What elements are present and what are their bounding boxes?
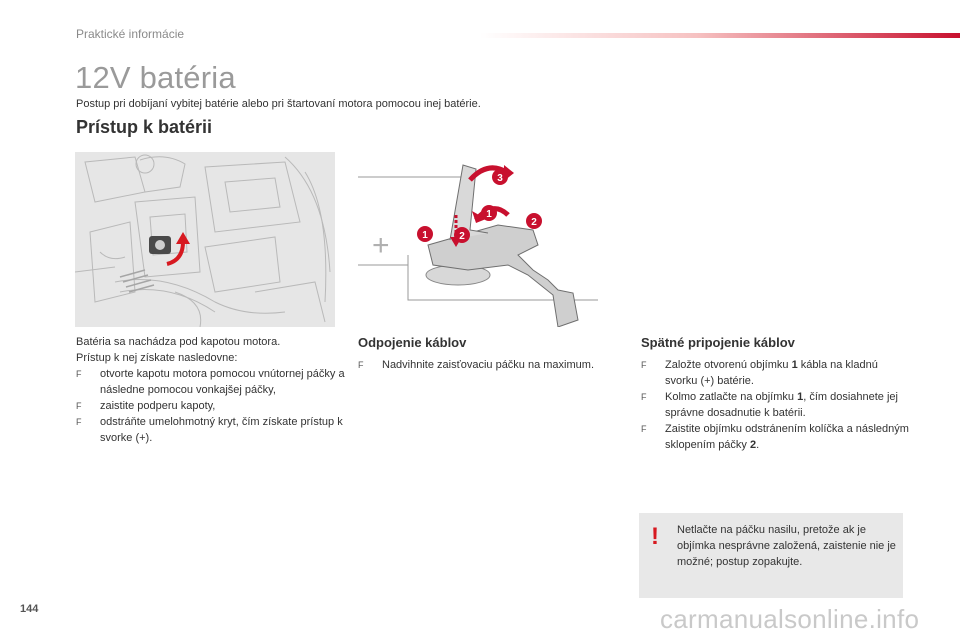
list-item: F Nadvihnite zaisťovaciu páčku na maximum. xyxy=(358,359,594,371)
reconnect-heading: Spätné pripojenie káblov xyxy=(641,335,795,350)
warning-box xyxy=(639,513,903,598)
section-header: Praktické informácie xyxy=(76,27,185,41)
bullet-icon: F xyxy=(76,369,82,379)
page-subtitle: Postup pri dobíjaní vybitej batérie alebo pri štartovaní motora pomocou inej batérie. xyxy=(76,98,481,110)
page-number: 144 xyxy=(20,603,39,615)
plus-sign: + xyxy=(372,229,390,262)
bullet-icon: F xyxy=(641,424,647,434)
list-item: F Založte otvorenú objímku 1 kábla na kladnú svorku (+) batérie. xyxy=(641,359,878,387)
disconnect-heading: Odpojenie káblov xyxy=(358,335,467,350)
page-title: 12V batéria xyxy=(75,60,236,95)
callout-2-right: 2 xyxy=(531,217,537,228)
bullet-icon: F xyxy=(76,417,82,427)
bullet-icon: F xyxy=(641,392,647,402)
access-heading: Prístup k batérii xyxy=(76,117,213,137)
list-item: F Zaistite objímku odstránením kolíčka a následným sklopením páčky 2. xyxy=(641,423,909,451)
bullet-icon: F xyxy=(76,401,82,411)
list-item: F zaistite podperu kapoty, xyxy=(76,400,216,412)
callout-3: 3 xyxy=(497,173,503,184)
list-item: F Kolmo zatlačte na objímku 1, čím dosiahnete jej správne dosadnutie k batérii. xyxy=(641,391,898,419)
header-accent-bar xyxy=(480,33,960,38)
list-item: F odstráňte umelohmotný kryt, čím získate prístup k svorke (+). xyxy=(76,416,343,444)
list-item: F otvorte kapotu motora pomocou vnútornej páčky a následne pomocou vonkajšej páčky, xyxy=(76,368,345,396)
watermark: carmanualsonline.info xyxy=(660,604,920,634)
access-intro-2: Prístup k nej získate nasledovne: xyxy=(76,352,238,364)
disconnect-text xyxy=(358,357,628,373)
warning-icon: ! xyxy=(651,523,659,550)
access-text xyxy=(76,334,346,446)
callout-2: 2 xyxy=(459,231,465,242)
reconnect-text xyxy=(641,357,911,453)
callout-1: 1 xyxy=(422,230,428,241)
bullet-icon: F xyxy=(358,360,364,370)
battery-clamp-diagram xyxy=(358,155,598,327)
bullet-icon: F xyxy=(641,360,647,370)
engine-bay-illustration xyxy=(75,152,335,327)
callout-1-top: 1 xyxy=(486,209,492,220)
access-intro-1: Batéria sa nachádza pod kapotou motora. xyxy=(76,336,281,348)
access-steps xyxy=(76,366,346,446)
warning-text: Netlačte na páčku nasilu, pretože ak je objímka nesprávne založená, zaistenie nie je možné; postup zopakujte. xyxy=(677,524,896,568)
